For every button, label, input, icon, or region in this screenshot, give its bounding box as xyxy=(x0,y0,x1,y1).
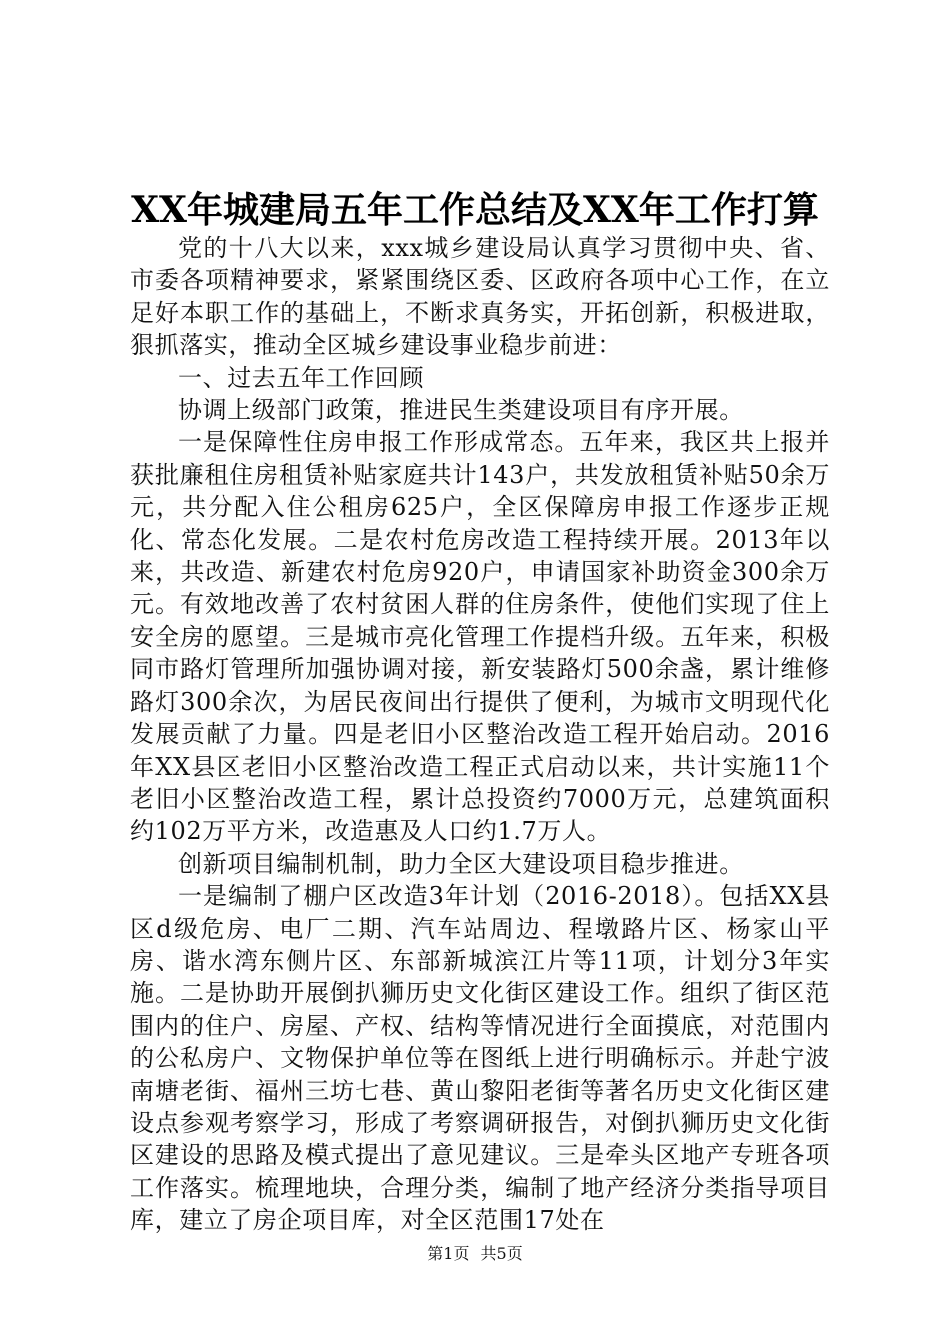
paragraph-body: 一是编制了棚户区改造3年计划（2016-2018）。包括XX县区d级危房、电厂二期、汽车站周边、程墩路片区、杨家山平房、谐水湾东侧片区、东部新城滨江片等11项，计划分3年实施。二是协助开展倒扒狮历史文化街区建设工作。组织了街区范围内的住户、房屋、产权、结构等情况进行全面摸底，对范围内的公私房户、文物保护单位等在图纸上进行明确标示。并赴宁波南塘老街、福州三坊七巷、黄山黎阳老街等著名历史文化街区建设点参观考察学习，形成了考察调研报告，对倒扒狮历史文化街区建设的思路及模式提出了意见建议。三是牵头区地产专班各项工作落实。梳理地块，合理分类，编制了地产经济分类指导项目库，建立了房企项目库，对全区范围17处在 xyxy=(130,882,830,1235)
paragraph-body: 一是保障性住房申报工作形成常态。五年来，我区共上报并获批廉租住房租赁补贴家庭共计143户，共发放租赁补贴50余万元，共分配入住公租房625户，全区保障房申报工作逐步正规化、常态化发展。二是农村危房改造工程持续开展。2013年以来，共改造、新建农村危房920户，申请国家补助资金300余万元。有效地改善了农村贫困人群的住房条件，使他们实现了住上安全房的愿望。三是城市亮化管理工作提档升级。五年来，积极同市路灯管理所加强协调对接，新安装路灯500余盏，累计维修路灯300余次，为居民夜间出行提供了便利，为城市文明现代化发展贡献了力量。四是老旧小区整治改造工程开始启动。2016年XX县区老旧小区整治改造工程正式启动以来，共计实施11个老旧小区整治改造工程，累计总投资约7000万元，总建筑面积约102万平方米，改造惠及人口约1.7万人。 xyxy=(130,428,830,846)
page-number: 第1页 xyxy=(427,1244,470,1263)
page-total: 共5页 xyxy=(480,1244,523,1263)
page-footer xyxy=(0,1242,950,1266)
subsection-heading: 协调上级部门政策，推进民生类建设项目有序开展。 xyxy=(178,396,744,425)
section-heading: 一、过去五年工作回顾 xyxy=(178,363,424,392)
subsection-heading: 创新项目编制机制，助力全区大建设项目稳步推进。 xyxy=(178,849,744,878)
document-body xyxy=(130,232,830,1237)
paragraph-intro: 党的十八大以来，xxx城乡建设局认真学习贯彻中央、省、市委各项精神要求，紧紧围绕区委、区政府各项中心工作，在立足好本职工作的基础上，不断求真务实，开拓创新，积极进取，狠抓落实，推动全区城乡建设事业稳步前进： xyxy=(130,234,830,360)
document-title: XX年城建局五年工作总结及XX年工作打算 xyxy=(131,189,819,231)
